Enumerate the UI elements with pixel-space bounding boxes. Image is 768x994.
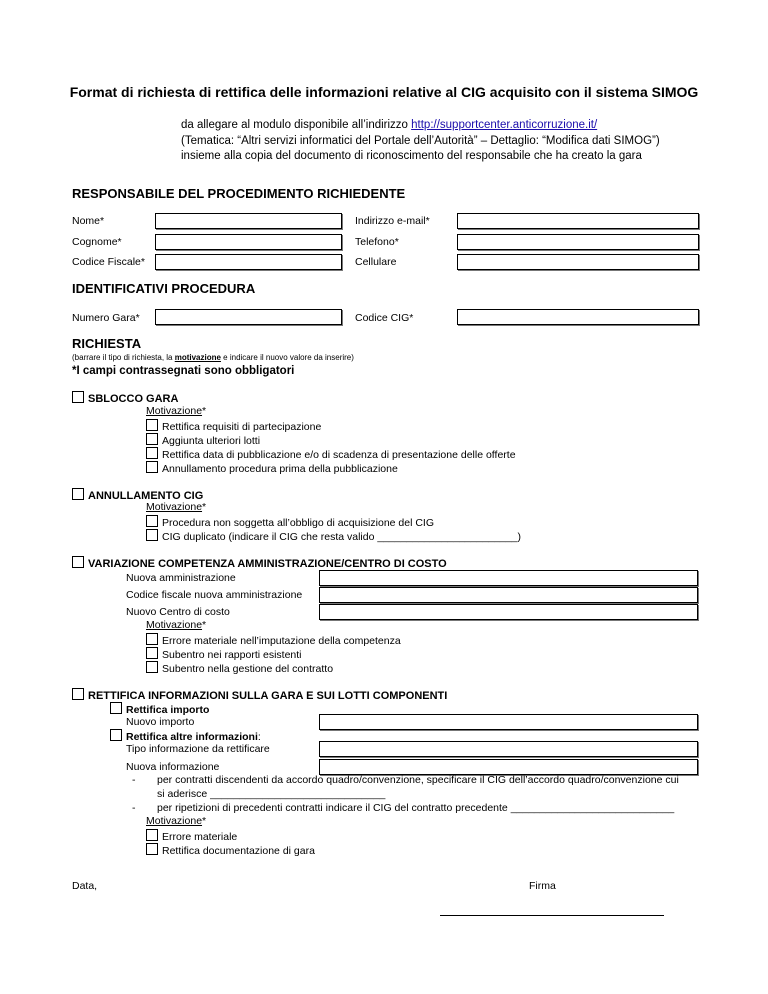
rettifica-importo-option[interactable]: Rettifica importo <box>110 702 209 716</box>
annullamento-cig-option[interactable] <box>72 488 203 502</box>
nuovo-centro-costo-label: Nuovo Centro di costo <box>126 606 230 618</box>
bullet-1-line-b: si aderisce ______________________________ <box>157 788 386 800</box>
codice-cig-field[interactable] <box>457 309 699 325</box>
numero-gara-label: Numero Gara* <box>72 312 140 324</box>
cellulare-label: Cellulare <box>355 256 397 268</box>
email-label: Indirizzo e-mail* <box>355 215 430 227</box>
checkbox-icon[interactable] <box>146 447 158 459</box>
nuovo-centro-costo-field[interactable] <box>319 604 698 620</box>
nuovo-importo-label: Nuovo importo <box>126 716 195 728</box>
data-label: Data, <box>72 880 98 892</box>
checkbox-icon[interactable] <box>146 829 158 841</box>
rettifica-altre-option[interactable]: Rettifica altre informazioni: <box>110 729 261 743</box>
intro-line-2: (Tematica: “Altri servizi informatici del Portale dell’Autorità” – Dettaglio: “Modifica dati SIMOG”) <box>181 135 660 147</box>
obbligatori-note: *I campi contrassegnati sono obbligatori <box>72 365 295 377</box>
checkbox-icon[interactable] <box>146 633 158 645</box>
checkbox-icon[interactable] <box>146 461 158 473</box>
bullet-1-line-a: per contratti discendenti da accordo quadro/convenzione, specificare il CIG dell’accordo quadro/convenzione cui <box>157 774 679 786</box>
variazione-option-2[interactable]: Subentro nei rapporti esistenti <box>146 647 302 661</box>
nuova-amministrazione-field[interactable] <box>319 570 698 586</box>
support-link[interactable]: http://supportcenter.anticorruzione.it/ <box>411 119 598 131</box>
variazione-option-3[interactable]: Subentro nella gestione del contratto <box>146 661 333 675</box>
telefono-field[interactable] <box>457 234 699 250</box>
note-prefix: (barrare il tipo di richiesta, la <box>72 353 175 362</box>
variazione-option[interactable] <box>72 556 447 570</box>
sblocco-option-1[interactable]: Rettifica requisiti di partecipazione <box>146 419 321 433</box>
annullamento-option-2[interactable]: CIG duplicato (indicare il CIG che resta valido ________________________) <box>146 529 521 543</box>
bullet-dash-1: - <box>132 774 136 786</box>
variazione-title: VARIAZIONE COMPETENZA AMMINISTRAZIONE/CENTRO DI COSTO <box>88 558 447 570</box>
nuova-amministrazione-label: Nuova amministrazione <box>126 572 236 584</box>
codice-fiscale-label: Codice Fiscale* <box>72 256 145 268</box>
checkbox-icon[interactable] <box>146 843 158 855</box>
codice-fiscale-field[interactable] <box>155 254 342 270</box>
firma-line[interactable] <box>440 915 664 916</box>
codice-cig-label: Codice CIG* <box>355 312 414 324</box>
identificativi-heading: IDENTIFICATIVI PROCEDURA <box>72 281 256 296</box>
cognome-label: Cognome* <box>72 236 122 248</box>
rettifica-checkbox[interactable] <box>72 688 84 700</box>
checkbox-icon[interactable] <box>146 515 158 527</box>
cognome-field[interactable] <box>155 234 342 250</box>
email-field[interactable] <box>457 213 699 229</box>
annullamento-checkbox[interactable] <box>72 488 84 500</box>
richiesta-note <box>72 353 354 362</box>
checkbox-icon[interactable] <box>110 702 122 714</box>
annullamento-title: ANNULLAMENTO CIG <box>88 490 204 502</box>
nome-label: Nome* <box>72 215 105 227</box>
intro-line-3: insieme alla copia del documento di riconoscimento del responsabile che ha creato la gara <box>181 150 642 162</box>
intro-prefix: da allegare al modulo disponibile all’indirizzo <box>181 119 412 131</box>
note-suffix: e indicare il nuovo valore da inserire) <box>220 353 354 362</box>
variazione-option-1[interactable]: Errore materiale nell’imputazione della competenza <box>146 633 401 647</box>
bullet-dash-2: - <box>132 802 136 814</box>
sblocco-checkbox[interactable] <box>72 391 84 403</box>
checkbox-icon[interactable] <box>146 433 158 445</box>
annullamento-motivazione: Motivazione* <box>146 501 207 513</box>
rettifica-title: RETTIFICA INFORMAZIONI SULLA GARA E SUI LOTTI COMPONENTI <box>88 690 448 702</box>
sblocco-gara-option[interactable] <box>72 391 178 405</box>
sblocco-option-4[interactable]: Annullamento procedura prima della pubblicazione <box>146 461 398 475</box>
tipo-informazione-label: Tipo informazione da rettificare <box>126 743 270 755</box>
sblocco-option-3[interactable]: Rettifica data di pubblicazione e/o di scadenza di presentazione delle offerte <box>146 447 516 461</box>
checkbox-icon[interactable] <box>110 729 122 741</box>
richiesta-heading: RICHIESTA <box>72 336 142 351</box>
responsabile-heading: RESPONSABILE DEL PROCEDIMENTO RICHIEDENTE <box>72 186 406 201</box>
intro-line-1 <box>181 119 597 131</box>
note-bold: motivazione <box>174 353 221 362</box>
tipo-informazione-field[interactable] <box>319 741 698 757</box>
nuova-informazione-field[interactable] <box>319 759 698 775</box>
sblocco-title: SBLOCCO GARA <box>88 393 179 405</box>
variazione-motivazione: Motivazione* <box>146 619 207 631</box>
codice-fiscale-amministrazione-field[interactable] <box>319 587 698 603</box>
checkbox-icon[interactable] <box>146 529 158 541</box>
rettifica-option[interactable] <box>72 688 447 702</box>
telefono-label: Telefono* <box>355 236 399 248</box>
nome-field[interactable] <box>155 213 342 229</box>
firma-label: Firma <box>529 880 556 892</box>
rettifica-option-1[interactable]: Errore materiale <box>146 829 237 843</box>
checkbox-icon[interactable] <box>146 647 158 659</box>
codice-fiscale-amministrazione-label: Codice fiscale nuova amministrazione <box>126 589 303 601</box>
checkbox-icon[interactable] <box>146 661 158 673</box>
rettifica-motivazione: Motivazione* <box>146 815 207 827</box>
numero-gara-field[interactable] <box>155 309 342 325</box>
nuova-informazione-label: Nuova informazione <box>126 761 220 773</box>
sblocco-option-2[interactable]: Aggiunta ulteriori lotti <box>146 433 260 447</box>
rettifica-option-2[interactable]: Rettifica documentazione di gara <box>146 843 315 857</box>
nuovo-importo-field[interactable] <box>319 714 698 730</box>
bullet-2: per ripetizioni di precedenti contratti indicare il CIG del contratto precedente ____________________________ <box>157 802 675 814</box>
sblocco-motivazione: Motivazione* <box>146 405 207 417</box>
document-title: Format di richiesta di rettifica delle informazioni relative al CIG acquisito con il sistema SIMOG <box>69 84 699 100</box>
cellulare-field[interactable] <box>457 254 699 270</box>
checkbox-icon[interactable] <box>146 419 158 431</box>
variazione-checkbox[interactable] <box>72 556 84 568</box>
annullamento-option-1[interactable]: Procedura non soggetta all’obbligo di acquisizione del CIG <box>146 515 434 529</box>
